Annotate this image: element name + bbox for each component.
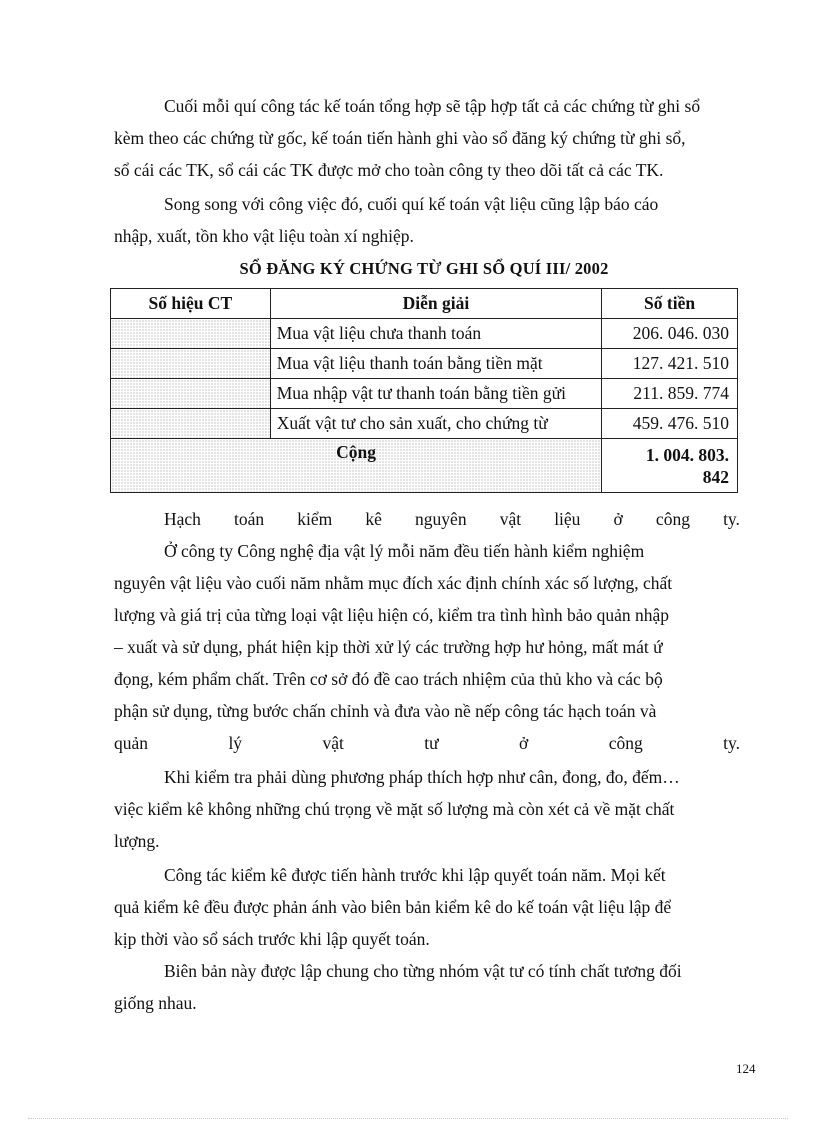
text-line: sổ cái các TK, sổ cái các TK được mở cho toàn công ty theo dõi tất cả các TK. <box>114 160 664 180</box>
total-label: Cộng <box>111 439 602 493</box>
amount-cell: 127. 421. 510 <box>602 349 738 379</box>
description-cell: Mua vật liệu chưa thanh toán <box>270 319 601 349</box>
section-heading: Hạch toán kiểm kê nguyên vật liệu ở công ty. <box>164 509 740 529</box>
description-cell: Mua vật liệu thanh toán bằng tiền mặt <box>270 349 601 379</box>
text-line: lượng và giá trị của từng loại vật liệu hiện có, kiểm tra tình hình bảo quản nhập <box>114 605 670 625</box>
text-line: Biên bản này được lập chung cho từng nhóm vật tư có tính chất tương đối <box>164 961 682 981</box>
total-row <box>111 439 738 493</box>
page-number: 124 <box>736 1061 756 1076</box>
header-amount: Số tiền <box>602 289 738 319</box>
intro-paragraph-2 <box>114 188 740 252</box>
text-line: Song song với công việc đó, cuối quí kế toán vật liệu cũng lập báo cáo <box>164 194 659 214</box>
voucher-number-cell <box>111 409 271 439</box>
table-header-row <box>111 289 738 319</box>
text-line: nhập, xuất, tồn kho vật liệu toàn xí nghiệp. <box>114 226 414 246</box>
text-line: Cuối mỗi quí công tác kế toán tổng hợp sẽ tập hợp tất cả các chứng từ ghi sổ <box>164 96 701 116</box>
body-paragraph-6 <box>114 955 740 1019</box>
body-paragraph-3 <box>114 535 740 727</box>
text-line: quả kiểm kê đều được phản ánh vào biên bản kiểm kê do kế toán vật liệu lập để <box>114 897 672 917</box>
page-bottom-divider <box>28 1118 788 1119</box>
text-line: nguyên vật liệu vào cuối năm nhằm mục đích xác định chính xác số lượng, chất <box>114 573 673 593</box>
description-cell: Mua nhập vật tư thanh toán bằng tiền gửi <box>270 379 601 409</box>
text-line: giống nhau. <box>114 993 197 1013</box>
table-row <box>111 409 738 439</box>
text-line: lượng. <box>114 831 160 851</box>
description-cell: Xuất vật tư cho sản xuất, cho chứng từ <box>270 409 601 439</box>
text-line: Ở công ty Công nghệ địa vật lý mỗi năm đều tiến hành kiểm nghiệm <box>164 541 645 561</box>
header-voucher-number: Số hiệu CT <box>111 289 271 319</box>
voucher-number-cell <box>111 349 271 379</box>
table-row <box>111 379 738 409</box>
text-line: đọng, kém phẩm chất. Trên cơ sở đó đề cao trách nhiệm của thủ kho và các bộ <box>114 669 663 689</box>
intro-paragraph-1 <box>114 90 740 186</box>
body-paragraph-5 <box>114 859 740 955</box>
text-line: phận sử dụng, từng bước chấn chỉnh và đưa vào nề nếp công tác hạch toán và <box>114 701 657 721</box>
table-row <box>111 349 738 379</box>
voucher-number-cell <box>111 379 271 409</box>
text-line: việc kiểm kê không những chú trọng về mặt số lượng mà còn xét cả về mặt chất <box>114 799 675 819</box>
text-line: Khi kiểm tra phải dùng phương pháp thích hợp như cân, đong, đo, đếm… <box>164 767 680 787</box>
total-amount-line-1: 1. 004. 803. <box>645 444 729 465</box>
text-line: – xuất và sử dụng, phát hiện kịp thời xử lý các trường hợp hư hỏng, mất mát ứ <box>114 637 663 657</box>
voucher-number-cell <box>111 319 271 349</box>
total-amount-line-2: 842 <box>702 466 729 487</box>
body-paragraph-4 <box>114 761 740 857</box>
text-line: Công tác kiểm kê được tiến hành trước khi lập quyết toán năm. Mọi kết <box>164 865 666 885</box>
total-amount <box>602 439 738 493</box>
amount-cell: 459. 476. 510 <box>602 409 738 439</box>
amount-cell: 211. 859. 774 <box>602 379 738 409</box>
text-line: kèm theo các chứng từ gốc, kế toán tiến hành ghi vào sổ đăng ký chứng từ ghi sổ, <box>114 128 686 148</box>
body-paragraph-3-last-line: quản lý vật tư ở công ty. <box>114 733 740 753</box>
header-description: Diễn giải <box>270 289 601 319</box>
table-row <box>111 319 738 349</box>
text-line: kịp thời vào sổ sách trước khi lập quyết toán. <box>114 929 430 949</box>
amount-cell: 206. 046. 030 <box>602 319 738 349</box>
table-title: SỔ ĐĂNG KÝ CHỨNG TỪ GHI SỔ QUÍ III/ 2002 <box>239 259 609 278</box>
voucher-register-table <box>110 288 738 493</box>
